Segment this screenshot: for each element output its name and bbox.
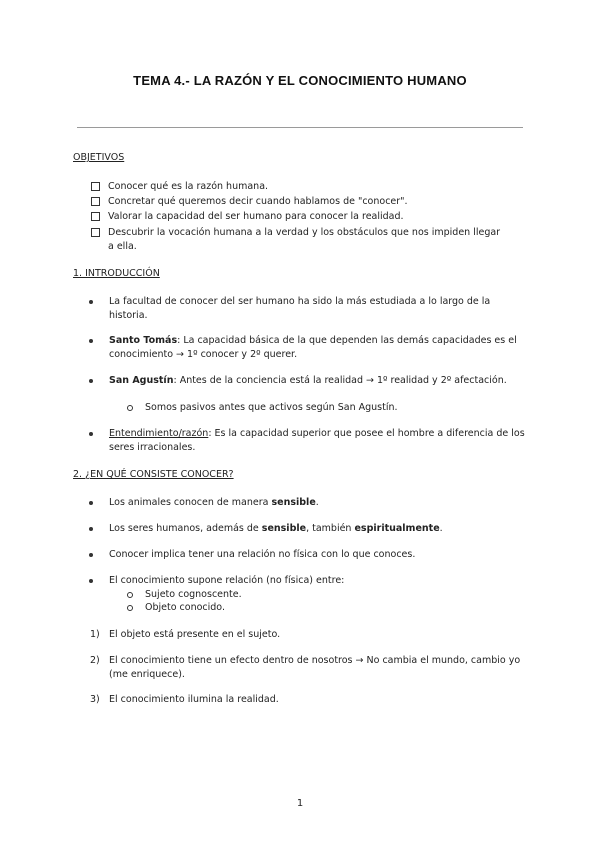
bullet-text: La facultad de conocer del ser humano ha sido la más estudiada a lo largo de la historia. — [109, 296, 491, 321]
numbered-text: El conocimiento ilumina la realidad. — [109, 694, 279, 705]
section2-heading: 2. ¿EN QUÉ CONSISTE CONOCER? — [73, 469, 234, 480]
checkbox-icon — [91, 212, 100, 221]
section1-heading: 1. INTRODUCCIÓN — [73, 268, 160, 279]
bullet-icon — [89, 579, 93, 583]
bold-term: Santo Tomás — [109, 335, 178, 346]
bullet-text: Los seres humanos, además de sensible, también espiritualmente. — [109, 523, 443, 534]
bullet-icon — [89, 339, 93, 343]
objetivos-heading: OBJETIVOS — [73, 152, 125, 163]
bullet-text: Conocer implica tener una relación no física con lo que conoces. — [109, 549, 416, 560]
sub-text: Somos pasivos antes que activos según San Agustín. — [145, 402, 398, 413]
checkbox-icon — [91, 228, 100, 237]
numbered-text: El objeto está presente en el sujeto. — [109, 629, 281, 640]
circle-bullet-icon — [127, 605, 133, 611]
objective-text: Valorar la capacidad del ser humano para conocer la realidad. — [108, 211, 404, 222]
bullet-text: Santo Tomás: La capacidad básica de la que dependen las demás capacidades es el conocimiento → 1º conocer y 2º querer. — [109, 335, 517, 360]
objective-text: Concretar qué queremos decir cuando hablamos de "conocer". — [108, 196, 408, 207]
item-number: 1) — [90, 629, 100, 640]
checkbox-icon — [91, 197, 100, 206]
circle-bullet-icon — [127, 592, 133, 598]
item-number: 3) — [90, 694, 100, 705]
circle-bullet-icon — [127, 405, 133, 411]
bullet-icon — [89, 379, 93, 383]
checkbox-icon — [91, 182, 100, 191]
bullet-text: Los animales conocen de manera sensible. — [109, 497, 319, 508]
item-number: 2) — [90, 655, 100, 666]
sub-text: Objeto conocido. — [145, 602, 225, 613]
bullet-icon — [89, 527, 93, 531]
page-number: 1 — [296, 798, 304, 809]
bullet-icon — [89, 432, 93, 436]
bullet-text: San Agustín: Antes de la conciencia está la realidad → 1º realidad y 2º afectación. — [109, 375, 507, 386]
bullet-icon — [89, 300, 93, 304]
objective-text: Conocer qué es la razón humana. — [108, 181, 269, 192]
page-title: TEMA 4.- LA RAZÓN Y EL CONOCIMIENTO HUMANO — [133, 73, 467, 88]
numbered-text: El conocimiento tiene un efecto dentro de nosotros → No cambia el mundo, cambio yo (me enriquece). — [109, 655, 521, 680]
underlined-term: Entendimiento/razón — [109, 428, 209, 439]
bullet-text: Entendimiento/razón: Es la capacidad superior que posee el hombre a diferencia de los seres irracionales. — [109, 428, 525, 453]
bullet-text: El conocimiento supone relación (no física) entre: — [109, 575, 345, 586]
bullet-icon — [89, 501, 93, 505]
bold-term: San Agustín — [109, 375, 174, 386]
bullet-icon — [89, 553, 93, 557]
sub-text: Sujeto cognoscente. — [145, 589, 242, 600]
divider — [77, 127, 523, 128]
objective-text: Descubrir la vocación humana a la verdad y los obstáculos que nos impiden llegar a ella. — [108, 227, 501, 252]
